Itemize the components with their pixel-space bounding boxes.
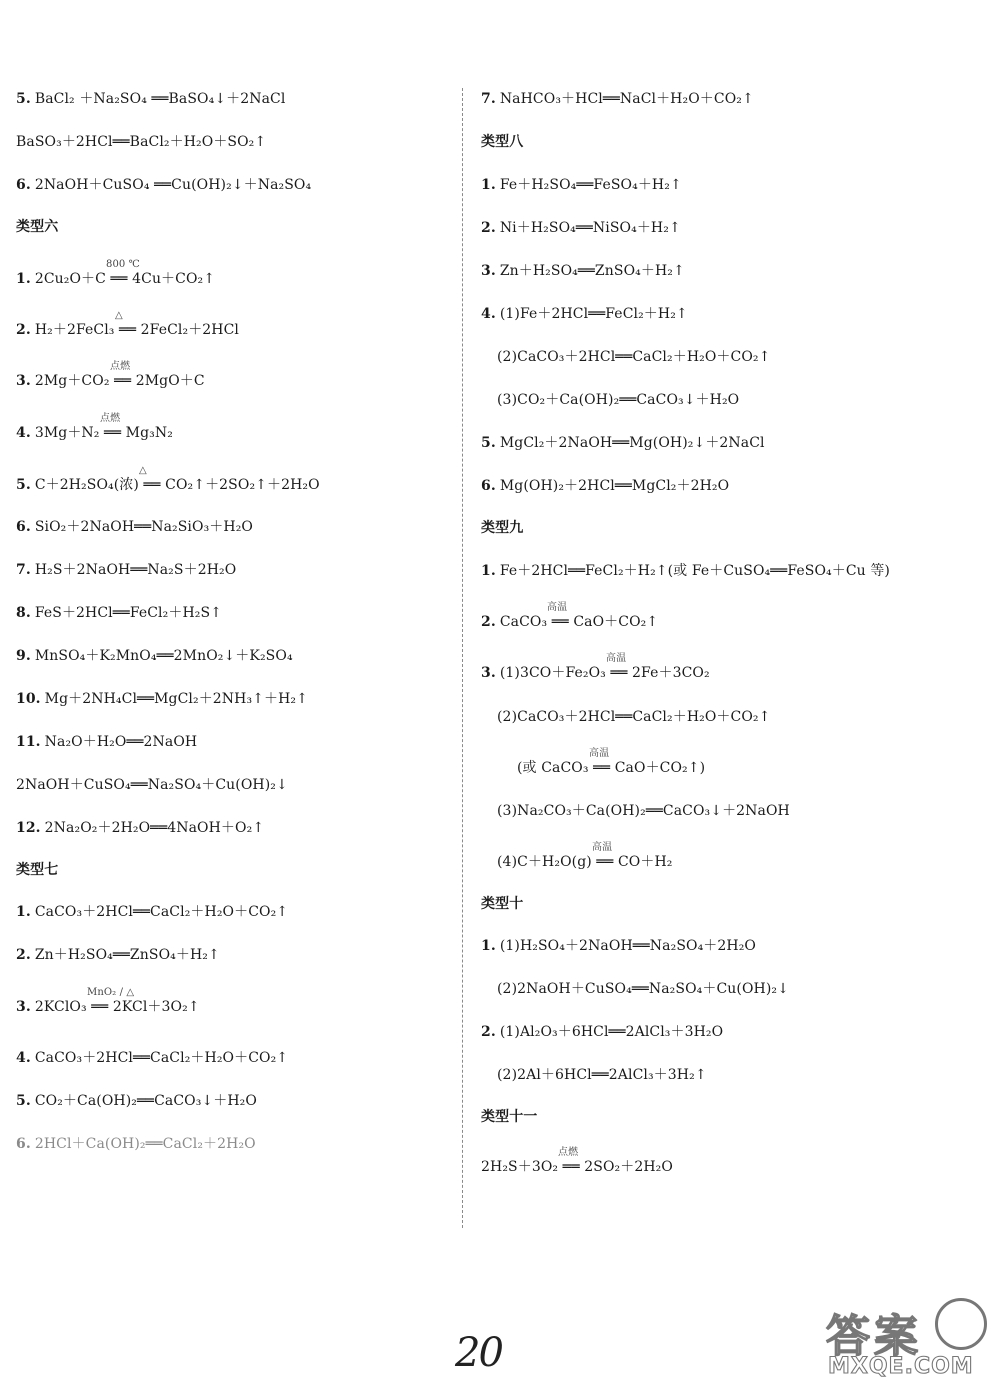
equation-line (481, 1023, 723, 1041)
reaction-condition: 高温 (592, 842, 613, 853)
equation-line (481, 262, 685, 280)
watermark-chars: 答案 (826, 1311, 922, 1362)
equation-line (16, 133, 266, 151)
equation-text: (2)2NaOH＋CuSO₄══Na₂SO₄＋Cu(OH)₂↓ (497, 981, 789, 997)
equation-line (16, 413, 173, 442)
section-heading: 类型十 (481, 896, 524, 912)
item-number: 1. (16, 904, 31, 920)
reaction-condition: MnO₂ / △ (87, 987, 135, 998)
equation-line (16, 1092, 257, 1110)
equation-line (16, 987, 200, 1016)
equation-text: MgCl₂＋2NaOH══Mg(OH)₂↓＋2NaCl (499, 435, 765, 451)
equation-text: CO₂＋Ca(OH)₂══CaCO₃↓＋H₂O (34, 1093, 257, 1109)
reaction-condition: 高温 (547, 602, 568, 613)
equation-text: 2KClO₃ ══ 2KCl＋3O₂↑ (34, 999, 200, 1015)
equation-line (16, 561, 236, 579)
equation-line (481, 176, 682, 194)
reaction-condition: 点燃 (110, 361, 131, 372)
equation-line (481, 305, 688, 323)
equation-text: Zn＋H₂SO₄══ZnSO₄＋H₂↑ (34, 947, 220, 963)
reaction-condition: △ (115, 310, 123, 321)
equation-line (16, 604, 222, 622)
equation-line (16, 1135, 256, 1153)
equation-text: (2)CaCO₃＋2HCl══CaCl₂＋H₂O＋CO₂↑ (497, 349, 771, 365)
equation-line (16, 465, 320, 494)
item-number: 5. (16, 91, 31, 107)
equation-text: 2Na₂O₂＋2H₂O══4NaOH＋O₂↑ (44, 820, 265, 836)
reaction-condition: 高温 (606, 653, 627, 664)
item-number: 8. (16, 605, 31, 621)
section-heading: 类型七 (16, 862, 59, 878)
equation-line (16, 259, 216, 288)
equation-text: (1)3CO＋Fe₂O₃ ══ 2Fe＋3CO₂ (499, 665, 710, 681)
equation-text: CaCO₃ ══ CaO＋CO₂↑ (499, 614, 659, 630)
equation-line (497, 1066, 707, 1084)
equation-line (16, 647, 293, 665)
item-number: 2. (481, 614, 496, 630)
item-number: 7. (16, 562, 31, 578)
equation-text: Fe＋H₂SO₄══FeSO₄＋H₂↑ (499, 177, 682, 193)
section-heading: 类型十一 (481, 1109, 538, 1125)
equation-text: H₂＋2FeCl₃ ══ 2FeCl₂＋2HCl (34, 322, 239, 338)
reaction-condition: 点燃 (558, 1147, 579, 1158)
equation-line (497, 391, 739, 409)
equation-line (497, 802, 790, 820)
section-heading: 类型六 (16, 219, 59, 235)
equation-text: 2NaOH＋CuSO₄══Na₂SO₄＋Cu(OH)₂↓ (16, 777, 288, 793)
equation-line (481, 653, 710, 682)
equation-line (16, 1049, 288, 1067)
equation-text: BaSO₃＋2HCl══BaCl₂＋H₂O＋SO₂↑ (16, 134, 267, 150)
equation-text: 2Mg＋CO₂ ══ 2MgO＋C (34, 373, 205, 389)
item-number: 6. (481, 478, 496, 494)
item-number: 6. (16, 519, 31, 535)
equation-text: H₂S＋2NaOH══Na₂S＋2H₂O (34, 562, 237, 578)
item-number: 1. (481, 563, 496, 579)
item-number: 3. (481, 665, 496, 681)
equation-line (497, 842, 673, 871)
column-divider (462, 88, 463, 1228)
equation-line (16, 819, 264, 837)
section-heading: 类型八 (481, 134, 524, 150)
item-number: 5. (16, 1093, 31, 1109)
equation-line (481, 477, 729, 495)
equation-text: 2H₂S＋3O₂ ══ 2SO₂＋2H₂O (481, 1159, 673, 1175)
equation-line (16, 776, 288, 794)
item-number: 10. (16, 691, 41, 707)
equation-line (16, 518, 253, 536)
equation-text: NaHCO₃＋HCl══NaCl＋H₂O＋CO₂↑ (499, 91, 754, 107)
equation-line (16, 733, 197, 751)
equation-line (16, 690, 308, 708)
watermark-seal-icon (935, 1298, 987, 1350)
equation-line (481, 937, 756, 955)
page-number: 20 (455, 1330, 502, 1376)
equation-line (16, 176, 311, 194)
equation-text: Mg＋2NH₄Cl══MgCl₂＋2NH₃↑＋H₂↑ (44, 691, 308, 707)
item-number: 12. (16, 820, 41, 836)
equation-text: C＋2H₂SO₄(浓) ══ CO₂↑＋2SO₂↑＋2H₂O (34, 477, 320, 493)
item-number: 2. (481, 1024, 496, 1040)
equation-line (481, 219, 681, 237)
item-number: 1. (481, 938, 496, 954)
item-number: 1. (16, 271, 31, 287)
equation-text: FeS＋2HCl══FeCl₂＋H₂S↑ (34, 605, 222, 621)
item-number: 5. (481, 435, 496, 451)
item-number: 6. (16, 177, 31, 193)
equation-text: MnSO₄＋K₂MnO₄══2MnO₂↓＋K₂SO₄ (34, 648, 293, 664)
item-number: 3. (16, 373, 31, 389)
equation-text: 2HCl＋Ca(OH)₂══CaCl₂＋2H₂O (34, 1136, 256, 1152)
item-number: 2. (481, 220, 496, 236)
item-number: 2. (16, 322, 31, 338)
section-heading: 类型九 (481, 520, 524, 536)
equation-text: (2)2Al＋6HCl══2AlCl₃＋3H₂↑ (497, 1067, 707, 1083)
equation-text: (1)Al₂O₃＋6HCl══2AlCl₃＋3H₂O (499, 1024, 724, 1040)
equation-line (481, 1147, 673, 1176)
equation-line (497, 980, 789, 998)
equation-text: (2)CaCO₃＋2HCl══CaCl₂＋H₂O＋CO₂↑ (497, 709, 771, 725)
equation-text: SiO₂＋2NaOH══Na₂SiO₃＋H₂O (34, 519, 253, 535)
equation-line (517, 748, 706, 777)
equation-line (481, 90, 754, 108)
equation-text: Ni＋H₂SO₄══NiSO₄＋H₂↑ (499, 220, 681, 236)
item-number: 2. (16, 947, 31, 963)
equation-text: Fe＋2HCl══FeCl₂＋H₂↑(或 Fe＋CuSO₄══FeSO₄＋Cu 等) (499, 563, 890, 579)
equation-line (16, 90, 285, 108)
equation-text: 3Mg＋N₂ ══ Mg₃N₂ (34, 425, 173, 441)
item-number: 4. (16, 1050, 31, 1066)
equation-line (497, 708, 770, 726)
equation-line (481, 562, 890, 580)
item-number: 1. (481, 177, 496, 193)
equation-text: Zn＋H₂SO₄══ZnSO₄＋H₂↑ (499, 263, 685, 279)
item-number: 7. (481, 91, 496, 107)
equation-text: Mg(OH)₂＋2HCl══MgCl₂＋2H₂O (499, 478, 730, 494)
equation-text: 2NaOH＋CuSO₄ ══Cu(OH)₂↓＋Na₂SO₄ (34, 177, 312, 193)
equation-text: (3)Na₂CO₃＋Ca(OH)₂══CaCO₃↓＋2NaOH (497, 803, 790, 819)
equation-text: BaCl₂ ＋Na₂SO₄ ══BaSO₄↓＋2NaCl (34, 91, 286, 107)
reaction-condition: 高温 (589, 748, 610, 759)
item-number: 6. (16, 1136, 31, 1152)
reaction-condition: 点燃 (100, 413, 121, 424)
equation-text: (4)C＋H₂O(g) ══ CO＋H₂ (497, 854, 673, 870)
item-number: 5. (16, 477, 31, 493)
equation-line (16, 310, 239, 339)
equation-text: CaCO₃＋2HCl══CaCl₂＋H₂O＋CO₂↑ (34, 1050, 289, 1066)
equation-line (481, 434, 765, 452)
item-number: 3. (16, 999, 31, 1015)
reaction-condition: △ (139, 465, 147, 476)
item-number: 4. (16, 425, 31, 441)
item-number: 4. (481, 306, 496, 322)
item-number: 9. (16, 648, 31, 664)
equation-text: CaCO₃＋2HCl══CaCl₂＋H₂O＋CO₂↑ (34, 904, 289, 920)
equation-line (481, 602, 659, 631)
equation-line (16, 946, 220, 964)
equation-line (16, 361, 205, 390)
item-number: 3. (481, 263, 496, 279)
reaction-condition: 800 ℃ (106, 259, 140, 270)
equation-line (497, 348, 770, 366)
watermark-logo (818, 1296, 993, 1384)
equation-text: (1)H₂SO₄＋2NaOH══Na₂SO₄＋2H₂O (499, 938, 757, 954)
watermark-url: MXQE.COM (828, 1354, 974, 1379)
equation-text: (3)CO₂＋Ca(OH)₂══CaCO₃↓＋H₂O (497, 392, 740, 408)
equation-text: 2Cu₂O＋C ══ 4Cu＋CO₂↑ (34, 271, 216, 287)
equation-text: (或 CaCO₃ ══ CaO＋CO₂↑) (517, 760, 706, 776)
equation-text: (1)Fe＋2HCl══FeCl₂＋H₂↑ (499, 306, 688, 322)
equation-text: Na₂O＋H₂O══2NaOH (44, 734, 198, 750)
equation-line (16, 903, 288, 921)
item-number: 11. (16, 734, 41, 750)
